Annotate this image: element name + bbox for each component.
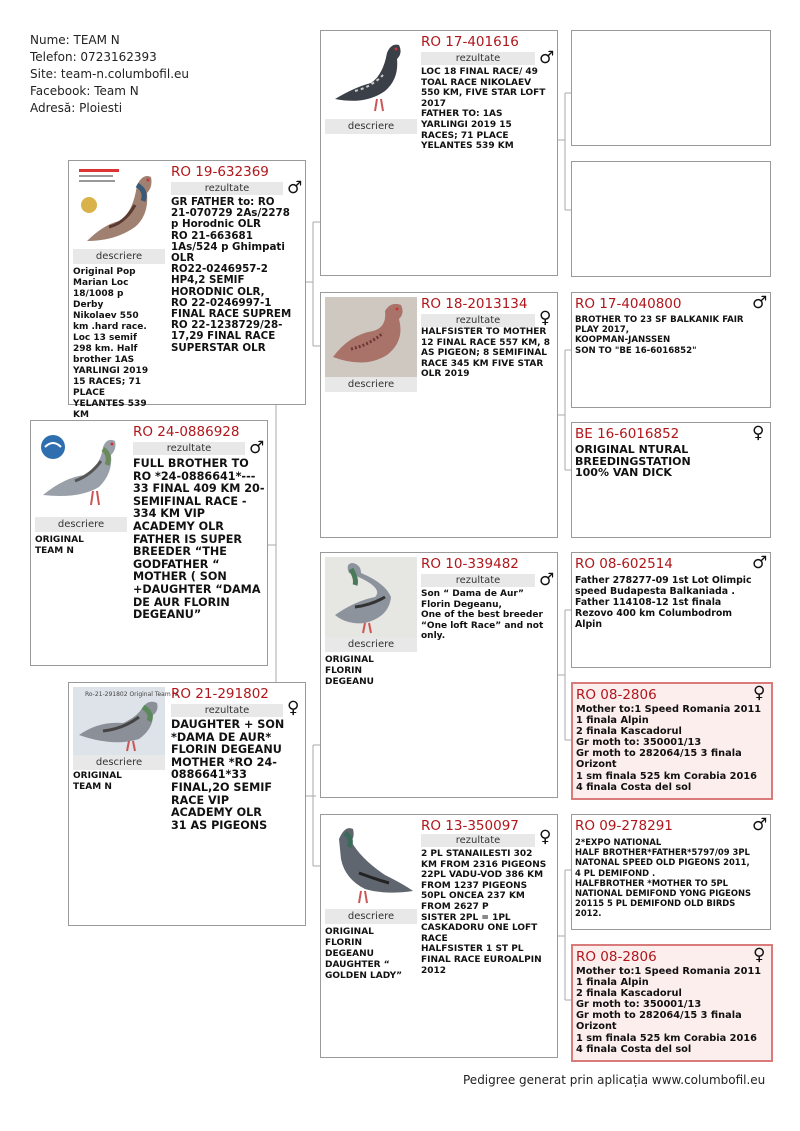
info-line: TOAL RACE NIKOLAEV bbox=[421, 77, 532, 88]
info-line: *DAMA DE AUR* bbox=[171, 730, 272, 744]
female-icon: ♀ bbox=[753, 945, 766, 965]
pigeon-card-main bbox=[30, 420, 268, 666]
info-line: Gr moth to 282064/15 3 finala bbox=[576, 1010, 742, 1022]
info-line: 2012. bbox=[575, 908, 602, 919]
pigeon-ring-mother[interactable]: RO 21-291802 bbox=[171, 686, 269, 702]
pigeon-card-fm bbox=[320, 292, 558, 538]
info-line: RACE VIP bbox=[171, 793, 230, 807]
info-line: speed Budapesta Balkaniada . bbox=[575, 586, 735, 597]
info-line: HORODNIC OLR, bbox=[171, 285, 265, 298]
info-line: Florin Degeanu, bbox=[421, 599, 502, 610]
results-button-mf[interactable]: rezultate bbox=[421, 574, 535, 587]
info-line: NATONAL SPEED OLD PIGEONS 2011, bbox=[575, 857, 750, 868]
info-line: BREEDER “THE bbox=[133, 545, 227, 559]
info-line: only. bbox=[421, 631, 446, 642]
info-line: SEMIFINAL RACE - bbox=[133, 494, 247, 508]
contact-facebook[interactable]: Facebook: Team N bbox=[30, 84, 139, 98]
info-line: RO 22-0246997-1 bbox=[171, 296, 272, 309]
results-button-mother[interactable]: rezultate bbox=[171, 704, 283, 717]
pigeon-ring-mff[interactable]: RO 08-602514 bbox=[575, 556, 673, 572]
pigeon-card-mmm bbox=[571, 944, 773, 1062]
pigeon-ring-fm[interactable]: RO 18-2013134 bbox=[421, 296, 528, 312]
pigeon-card-fmm bbox=[571, 422, 771, 538]
pigeon-owner-mm: ORIGINAL FLORIN DEGEANU DAUGHTER “ GOLDEN LADY” bbox=[325, 927, 403, 981]
info-line: SON TO "BE 16-6016852" bbox=[575, 345, 697, 356]
pigeon-photo-mother[interactable] bbox=[73, 687, 178, 755]
pigeon-info-father bbox=[171, 197, 305, 354]
pigeon-image bbox=[325, 557, 417, 637]
info-line: 4 finala Costa del sol bbox=[576, 1043, 692, 1055]
pigeon-ring-mm[interactable]: RO 13-350097 bbox=[421, 818, 519, 834]
describe-button-mm[interactable]: descriere bbox=[325, 909, 417, 924]
info-line: +DAUGHTER “DAMA bbox=[133, 582, 261, 596]
info-line: RO 21-663681 bbox=[171, 229, 253, 242]
pigeon-ring-fmm[interactable]: BE 16-6016852 bbox=[575, 426, 680, 442]
info-line: FATHER TO: 1AS bbox=[421, 109, 503, 120]
pigeon-photo-mf[interactable] bbox=[325, 557, 417, 637]
results-button-ff[interactable]: rezultate bbox=[421, 52, 535, 65]
info-line: 334 KM VIP bbox=[133, 507, 205, 521]
pigeon-info-ff bbox=[421, 67, 557, 152]
info-line: SUPERSTAR OLR bbox=[171, 341, 266, 354]
info-line: KOOPMAN-JANSSEN bbox=[575, 335, 671, 346]
info-line: Father 278277-09 1st Lot Olimpic bbox=[575, 575, 752, 586]
contact-info bbox=[30, 32, 189, 117]
pigeon-ring-mf[interactable]: RO 10-339482 bbox=[421, 556, 519, 572]
info-line: PLAY 2017, bbox=[575, 325, 629, 336]
info-line: 21-070729 2As/2278 bbox=[171, 207, 290, 220]
info-line: 2 finala Kascadorul bbox=[576, 726, 682, 738]
info-line: ACADEMY OLR bbox=[133, 519, 224, 533]
female-icon: ♀ bbox=[753, 683, 766, 703]
pigeon-card-ffx-empty-1 bbox=[571, 30, 771, 146]
info-line: Gr moth to: 350001/13 bbox=[576, 999, 702, 1011]
pigeon-info-fm bbox=[421, 327, 557, 380]
info-line: ORIGINAL NTURAL bbox=[575, 443, 689, 456]
results-button-main[interactable]: rezultate bbox=[133, 442, 245, 455]
info-line: YELANTES 539 KM bbox=[421, 141, 514, 152]
info-line: HALFBROTHER *MOTHER TO 5PL bbox=[575, 877, 728, 888]
info-line: FROM 2627 P bbox=[421, 901, 489, 912]
info-line: FLORIN DEGEANU bbox=[171, 743, 282, 757]
male-icon: ♂ bbox=[539, 48, 555, 68]
pigeon-card-ffx-empty-2 bbox=[571, 161, 771, 277]
info-line: 20115 5 PL DEMIFOND OLD BIRDS bbox=[575, 898, 736, 909]
info-line: Gr moth to 282064/15 3 finala bbox=[576, 748, 742, 760]
male-icon: ♂ bbox=[287, 178, 303, 198]
info-line: MOTHER ( SON bbox=[133, 570, 227, 584]
info-line: HP4,2 SEMIF bbox=[171, 274, 245, 287]
pigeon-image bbox=[325, 819, 417, 909]
male-icon: ♂ bbox=[539, 570, 555, 590]
pigeon-image bbox=[325, 35, 417, 119]
info-line: 1 sm finala 525 km Corabia 2016 bbox=[576, 770, 757, 782]
info-line: CASKADORU ONE LOFT bbox=[421, 923, 538, 934]
pigeon-info-mmm bbox=[576, 966, 772, 1055]
pigeon-ring-main[interactable]: RO 24-0886928 bbox=[133, 424, 240, 440]
info-line: HALFSISTER TO MOTHER bbox=[421, 327, 547, 337]
info-line: FINAL RACE SUPREM bbox=[171, 308, 292, 321]
pigeon-info-mother bbox=[171, 719, 305, 832]
pigeon-owner-mother: ORIGINAL TEAM N bbox=[73, 771, 122, 792]
info-line: Father 114108-12 1st finala bbox=[575, 597, 722, 608]
info-line: RO 22-1238729/28- bbox=[171, 319, 283, 332]
footer-credit: Pedigree generat prin aplicația www.columbofil.eu bbox=[463, 1073, 766, 1087]
male-icon: ♂ bbox=[249, 438, 265, 458]
info-line: Orizont bbox=[576, 1021, 617, 1033]
pigeon-ring-fmf[interactable]: RO 17-4040800 bbox=[575, 296, 682, 312]
pigeon-info-mm bbox=[421, 849, 557, 976]
info-line: 4 PL DEMIFOND . bbox=[575, 867, 656, 878]
info-line: 2 PL STANAILESTI 302 bbox=[421, 849, 533, 859]
pigeon-photo-main[interactable] bbox=[35, 425, 127, 517]
info-line: 1 sm finala 525 km Corabia 2016 bbox=[576, 1032, 757, 1044]
info-line: OLR bbox=[171, 252, 195, 265]
info-line: DAUGHTER + SON bbox=[171, 718, 285, 731]
info-line: 2 finala Kascadorul bbox=[576, 988, 682, 1000]
info-line: 33 FINAL 409 KM 20- bbox=[133, 482, 265, 496]
pigeon-info-mf bbox=[421, 589, 557, 642]
pigeon-ring-ff[interactable]: RO 17-401616 bbox=[421, 34, 519, 50]
info-line: 0886641*33 bbox=[171, 768, 247, 782]
male-icon: ♂ bbox=[752, 293, 768, 313]
info-line: LOC 18 FINAL RACE/ 49 bbox=[421, 67, 538, 77]
pigeon-photo-fm[interactable] bbox=[325, 297, 417, 377]
describe-button-fm[interactable]: descriere bbox=[325, 377, 417, 392]
contact-address: Adresă: Ploiesti bbox=[30, 101, 123, 115]
info-line: “One loft Race” and not bbox=[421, 620, 544, 631]
info-line: 2*EXPO NATIONAL bbox=[575, 837, 662, 847]
pigeon-ring-mmm[interactable]: RO 08-2806 bbox=[576, 949, 657, 965]
info-line: 1As/524 p Ghimpati bbox=[171, 240, 285, 253]
info-line: HALFSISTER 1 ST PL bbox=[421, 944, 524, 955]
info-line: GR FATHER to: RO bbox=[171, 196, 275, 208]
pigeon-card-mff bbox=[571, 552, 771, 668]
info-line: 50PL ONCEA 237 KM bbox=[421, 891, 525, 902]
info-line: 100% VAN DICK bbox=[575, 466, 672, 480]
pigeon-photo-mm[interactable] bbox=[325, 819, 417, 909]
results-button-father[interactable]: rezultate bbox=[171, 182, 283, 195]
pigeon-card-mf bbox=[320, 552, 558, 798]
describe-button-mother[interactable]: descriere bbox=[73, 755, 165, 770]
info-line: GODFATHER “ bbox=[133, 557, 220, 571]
female-icon: ♀ bbox=[287, 698, 300, 718]
female-icon: ♀ bbox=[752, 423, 765, 443]
pigeon-card-ff bbox=[320, 30, 558, 276]
pigeon-card-fmf bbox=[571, 292, 771, 408]
pigeon-info-mff bbox=[575, 575, 769, 630]
info-line: OLR 2019 bbox=[421, 369, 470, 380]
info-line: KM FROM 2316 PIGEONS bbox=[421, 859, 547, 870]
pigeon-info-mmf bbox=[575, 837, 771, 919]
pigeon-owner-main: ORIGINAL TEAM N bbox=[35, 535, 84, 556]
contact-phone: Telefon: 0723162393 bbox=[30, 50, 157, 64]
pigeon-owner-father: Original Pop Marian Loc 18/1008 p Derby Nikolaev 550 km .hard race. Loc 13 semif 298 km. Half brother 1AS YARLINGI 2019 15 RACES; 71 PLACE YELANTES 539 KM bbox=[73, 267, 149, 420]
pigeon-card-mfm bbox=[571, 682, 773, 800]
info-line: 4 finala Costa del sol bbox=[576, 781, 692, 793]
info-line: BREEDINGSTATION bbox=[575, 454, 691, 468]
info-line: Mother to:1 Speed Romania 2011 bbox=[576, 704, 762, 715]
pigeon-ring-mmf[interactable]: RO 09-278291 bbox=[575, 818, 673, 834]
describe-button-main[interactable]: descriere bbox=[35, 517, 127, 532]
pigeon-card-mother bbox=[68, 682, 306, 926]
info-line: HALF BROTHER*FATHER*5797/09 3PL bbox=[575, 847, 750, 858]
describe-button-ff[interactable]: descriere bbox=[325, 119, 417, 134]
pigeon-owner-mf: ORIGINAL FLORIN DEGEANU bbox=[325, 655, 374, 687]
pigeon-info-mfm bbox=[576, 704, 772, 793]
pigeon-card-father bbox=[68, 160, 306, 420]
info-line: FULL BROTHER TO bbox=[133, 457, 249, 470]
info-line: Gr moth to: 350001/13 bbox=[576, 737, 702, 749]
info-line: 550 KM, FIVE STAR LOFT bbox=[421, 88, 546, 99]
pigeon-image bbox=[35, 425, 127, 517]
describe-button-father[interactable]: descriere bbox=[73, 249, 165, 264]
pigeon-info-fmf bbox=[575, 315, 769, 356]
results-button-fm[interactable]: rezultate bbox=[421, 314, 535, 327]
pigeon-image bbox=[73, 687, 178, 755]
info-line: One of the best breeder bbox=[421, 610, 543, 621]
pigeon-card-mmf bbox=[571, 814, 771, 930]
info-line: 2012 bbox=[421, 965, 447, 976]
info-line: DEGEANU” bbox=[133, 608, 202, 622]
pigeon-info-main bbox=[133, 458, 267, 622]
info-line: MOTHER *RO 24- bbox=[171, 755, 277, 769]
info-line: 17,29 FINAL RACE bbox=[171, 330, 276, 343]
info-line: Alpin bbox=[575, 619, 603, 630]
info-line: FROM 1237 PIGEONS bbox=[421, 880, 528, 891]
info-line: p Horodnic OLR bbox=[171, 218, 261, 231]
info-line: 22PL VADU-VOD 386 KM bbox=[421, 870, 544, 881]
info-line: 1 finala Alpin bbox=[576, 977, 649, 989]
info-line: RO *24-0886641*--- bbox=[133, 469, 256, 483]
info-line: 1 finala Alpin bbox=[576, 715, 649, 727]
info-line: NATIONAL DEMIFOND YONG PIGEONS bbox=[575, 888, 752, 899]
pigeon-photo-ff[interactable] bbox=[325, 35, 417, 119]
female-icon: ♀ bbox=[539, 308, 552, 328]
info-line: FATHER IS SUPER bbox=[133, 532, 243, 546]
pigeon-ring-father[interactable]: RO 19-632369 bbox=[171, 164, 269, 180]
info-line: RACES; 71 PLACE bbox=[421, 130, 509, 141]
info-line: 12 FINAL RACE 557 KM, 8 bbox=[421, 337, 550, 348]
results-button-mm[interactable]: rezultate bbox=[421, 834, 535, 847]
info-line: RACE 345 KM FIVE STAR bbox=[421, 358, 544, 369]
info-line: RACE bbox=[421, 933, 448, 944]
info-line: AS PIGEON; 8 SEMIFINAL bbox=[421, 348, 548, 359]
info-line: DE AUR FLORIN bbox=[133, 595, 230, 609]
female-icon: ♀ bbox=[539, 827, 552, 847]
info-line: 2017 bbox=[421, 98, 447, 109]
info-line: FINAL RACE EUROALPIN bbox=[421, 954, 542, 965]
pigeon-info-fmm bbox=[575, 444, 769, 479]
info-line: RO22-0246957-2 bbox=[171, 263, 268, 276]
contact-name: Nume: TEAM N bbox=[30, 33, 120, 47]
pigeon-ring-mfm[interactable]: RO 08-2806 bbox=[576, 687, 657, 703]
contact-site[interactable]: Site: team-n.columbofil.eu bbox=[30, 67, 189, 81]
pigeon-card-mm bbox=[320, 814, 558, 1058]
pigeon-image bbox=[325, 297, 417, 377]
info-line: Mother to:1 Speed Romania 2011 bbox=[576, 966, 762, 977]
info-line: YARLINGI 2019 15 bbox=[421, 119, 512, 130]
pigeon-image bbox=[73, 165, 165, 249]
info-line: ACADEMY OLR bbox=[171, 806, 262, 820]
info-line: Rezovo 400 km Columbodrom bbox=[575, 608, 733, 619]
male-icon: ♂ bbox=[752, 553, 768, 573]
info-line: 31 AS PIGEONS bbox=[171, 818, 268, 832]
photo-caption-text: Ro-21-291802 Original Team N bbox=[85, 691, 178, 698]
pigeon-photo-father[interactable] bbox=[73, 165, 165, 249]
info-line: BROTHER TO 23 SF BALKANIK FAIR bbox=[575, 315, 744, 325]
info-line: Orizont bbox=[576, 759, 617, 771]
info-line: SISTER 2PL = 1PL bbox=[421, 912, 511, 923]
info-line: FINAL,2O SEMIF bbox=[171, 780, 273, 794]
male-icon: ♂ bbox=[752, 815, 768, 835]
info-line: Son “ Dama de Aur” bbox=[421, 589, 524, 599]
describe-button-mf[interactable]: descriere bbox=[325, 637, 417, 652]
